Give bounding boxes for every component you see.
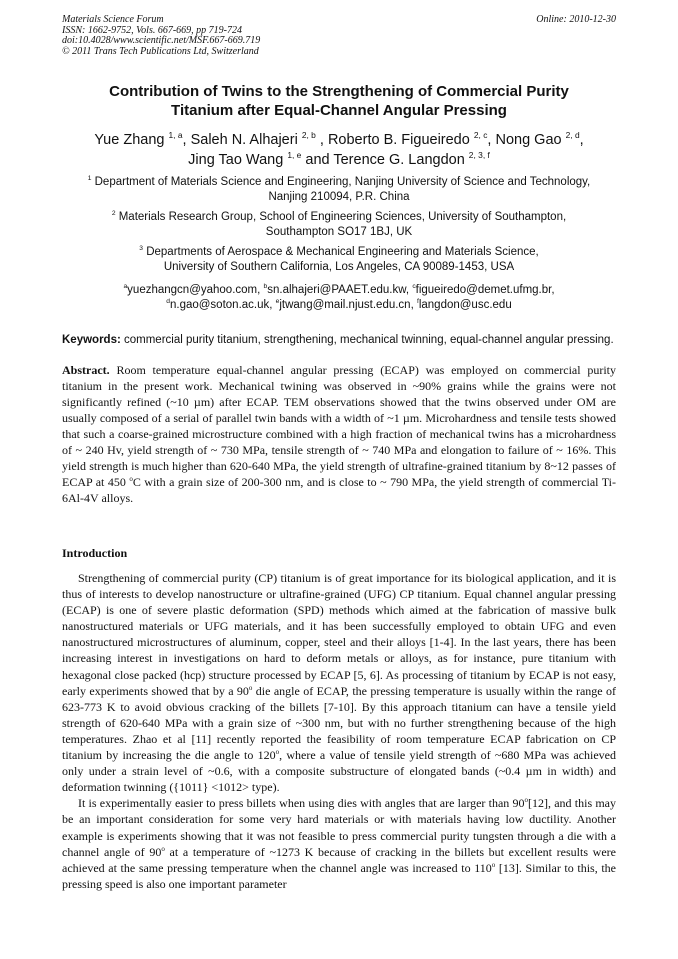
- author-name: Jing Tao Wang: [188, 152, 284, 168]
- author-affil: 1, e: [287, 150, 302, 161]
- introduction-body: [62, 570, 616, 892]
- abstract-text: Room temperature equal-channel angular pressing (ECAP) was employed on commercial purity titanium in the present work. Mechanical twining was observed in ~90% grains while the grains were not significantly refined (~10 µm) after ECAP. TEM observations showed that the twins observed under OM are usually composed of a serial of parallel twin bands with a width of ~1 µm. Microhardness and tensile tests showed that such a coarse-grained microstructure combined with a high fraction of mechanical twins has a microhardness of ~ 240 Hv, yield strength of ~ 730 MPa, tensile strength of ~ 740 MPa and elongation to failure of ~ 16%. This yield strength is much higher than 620-640 MPa, the yield strength of ultrafine-grained titanium by 8~12 passes of ECAP at 450: [62, 363, 617, 489]
- email-address[interactable]: n.gao@soton.ac.uk,: [169, 299, 273, 311]
- para-text: Strengthening of commercial purity (CP) titanium is of great importance for its biological application, and it is thus of interests to develop nanostructure or ultrafine-grained (UFG) CP titanium. Equal channel angular pressing (ECAP) is one of severe plastic deformation (SPD) methods which aimed at the fabrication of massive bulk nanostructured materials or UFG materials, and it has been successfully employed to obtain UFG and even nanostructured microstructures of aluminum, copper, steel and their alloys [1-4]. In the last years, there has been increasing interest in investigations on hard to deform metals or alloys, as for instance, pure titanium with hexagonal close packed (hcp) structure processed by ECAP [5, 6]. As processing of titanium by ECAP is not easy, early experiments showed that by a 90: [62, 571, 616, 698]
- email-list: [62, 283, 616, 313]
- page-header: [62, 15, 616, 57]
- degree-sup: o: [248, 683, 253, 692]
- para-text: [13]. Similar to this, the pressing speed is also one important parameter: [62, 860, 617, 891]
- and-word: and: [305, 152, 330, 168]
- title-line-1: Contribution of Twins to the Strengthening of Commercial Purity: [109, 83, 569, 100]
- affil-line: Materials Research Group, School of Engineering Sciences, University of Southampton,: [118, 211, 567, 223]
- keywords-text: commercial purity titanium, strengthening, mechanical twinning, equal-channel angular pressing.: [124, 334, 614, 346]
- author-affil: 2, 3, f: [468, 150, 490, 161]
- degree-sup: o: [161, 844, 165, 853]
- email-marker: c: [412, 283, 416, 291]
- abstract: [62, 362, 616, 506]
- affiliation-1: [62, 175, 616, 205]
- author-affil: 1, a: [168, 130, 183, 141]
- author-affil: 2, b: [301, 130, 316, 141]
- paper-title: [62, 82, 616, 120]
- paragraph: [62, 795, 616, 892]
- para-text: , where a value of tensile yield strength of ~680 MPa was achieved only under a strain level of ~0.6, with a composite substructure of elongated bands (~0.4 µm in width) and deformation twinning ({1011} <1012> type).: [62, 748, 616, 795]
- keywords: [62, 333, 616, 348]
- affiliation-3: [62, 245, 616, 275]
- para-text: at a temperature of ~1273 K because of cracking in the billets but excellent results were achieved at the same pressing temperature when the channel angle was increased to 110: [62, 844, 616, 875]
- abstract-text: C with a grain size of 200-300 nm, and is close to ~ 790 MPa, the yield strength of commercial Ti-6Al-4V alloys.: [62, 475, 617, 505]
- affil-line: Departments of Aerospace & Mechanical Engineering and Materials Science,: [146, 246, 539, 258]
- section-heading: Introduction: [62, 546, 128, 560]
- author-name: Nong Gao: [495, 132, 562, 148]
- para-text: [12], and this may be an important consideration for some very hard materials or with materials having low ductility. Another example is experiments showing that it was not feasible to press commercial purity tungsten through a die with a channel angle of 90: [62, 796, 616, 859]
- affil-line: Department of Materials Science and Engineering, Nanjing University of Science and Technology,: [94, 176, 591, 188]
- para-text: die angle of ECAP, the pressing temperature is usually within the range of 623-773 K to avoid obvious cracking of the billets [7-10]. By this approach titanium can have a tensile yield strength of 620-640 MPa with a grain size of ~300 nm, but with no further strengthening because of the high temperatures. Zhao et al [11] recently reported the feasibility of room temperature ECAP fabrication on CP titanium by increasing the die angle to 120: [62, 683, 616, 763]
- degree-sup: o: [129, 475, 133, 483]
- author-name: Saleh N. Alhajeri: [190, 132, 298, 148]
- para-text: It is experimentally easier to press billets when using dies with angles that are larger than 90: [78, 796, 525, 811]
- email-address[interactable]: langdon@usc.edu: [418, 299, 512, 311]
- keywords-label: Keywords:: [62, 334, 121, 346]
- affil-line: University of Southern California, Los Angeles, CA 90089-1453, USA: [163, 261, 515, 273]
- email-address[interactable]: jtwang@mail.njust.edu.cn,: [279, 299, 414, 311]
- email-address[interactable]: sn.alhajeri@PAAET.edu.kw,: [267, 284, 410, 296]
- degree-sup: o: [491, 860, 496, 869]
- abstract-label: Abstract.: [62, 363, 110, 377]
- author-affil: 2, c: [473, 130, 488, 141]
- online-date: Online: 2010-12-30: [536, 14, 616, 25]
- email-address[interactable]: yuezhangcn@yahoo.com,: [127, 284, 261, 296]
- paragraph: [62, 570, 616, 795]
- email-address[interactable]: figueiredo@demet.ufmg.br,: [415, 284, 555, 296]
- doi: doi:10.4028/www.scientific.net/MSF.667-669.719: [62, 35, 261, 46]
- affil-number: 2: [111, 210, 116, 218]
- title-line-2: Titanium after Equal-Channel Angular Pressing: [171, 102, 507, 119]
- journal-info: [62, 15, 616, 57]
- affil-line: Nanjing 210094, P.R. China: [268, 191, 410, 203]
- author-list: Yue Zhang $^{1, a}$, Saleh N. Alhajeri $^{2, b}$ , Roberto B. Figueiredo $^{2, c}$, Nong Gao $^{2, d}$, Jing Tao Wang $^{1, e}$ and Terence G. Langdon $^{2, 3, f}$: [94, 130, 584, 168]
- affil-line: Southampton SO17 1BJ, UK: [265, 226, 413, 238]
- author-name: Terence G. Langdon: [333, 152, 465, 168]
- degree-sup: o: [275, 748, 280, 757]
- copyright: © 2011 Trans Tech Publications Ltd, Switzerland: [62, 45, 259, 57]
- journal-name: Materials Science Forum: [62, 14, 164, 25]
- email-marker: a: [123, 283, 128, 291]
- degree-sup: o: [524, 796, 529, 805]
- email-marker: d: [166, 298, 170, 306]
- email-marker: f: [416, 298, 419, 306]
- author-name: Yue Zhang: [94, 132, 165, 148]
- email-marker: e: [275, 298, 280, 306]
- email-marker: b: [263, 283, 268, 291]
- affil-number: 3: [139, 245, 143, 253]
- affil-number: 1: [87, 175, 92, 183]
- author-name: Roberto B. Figueiredo: [327, 132, 470, 148]
- affiliation-2: [62, 210, 616, 240]
- issn: ISSN: 1662-9752, Vols. 667-669, pp 719-724: [62, 24, 242, 36]
- author-affil: 2, d: [565, 130, 580, 141]
